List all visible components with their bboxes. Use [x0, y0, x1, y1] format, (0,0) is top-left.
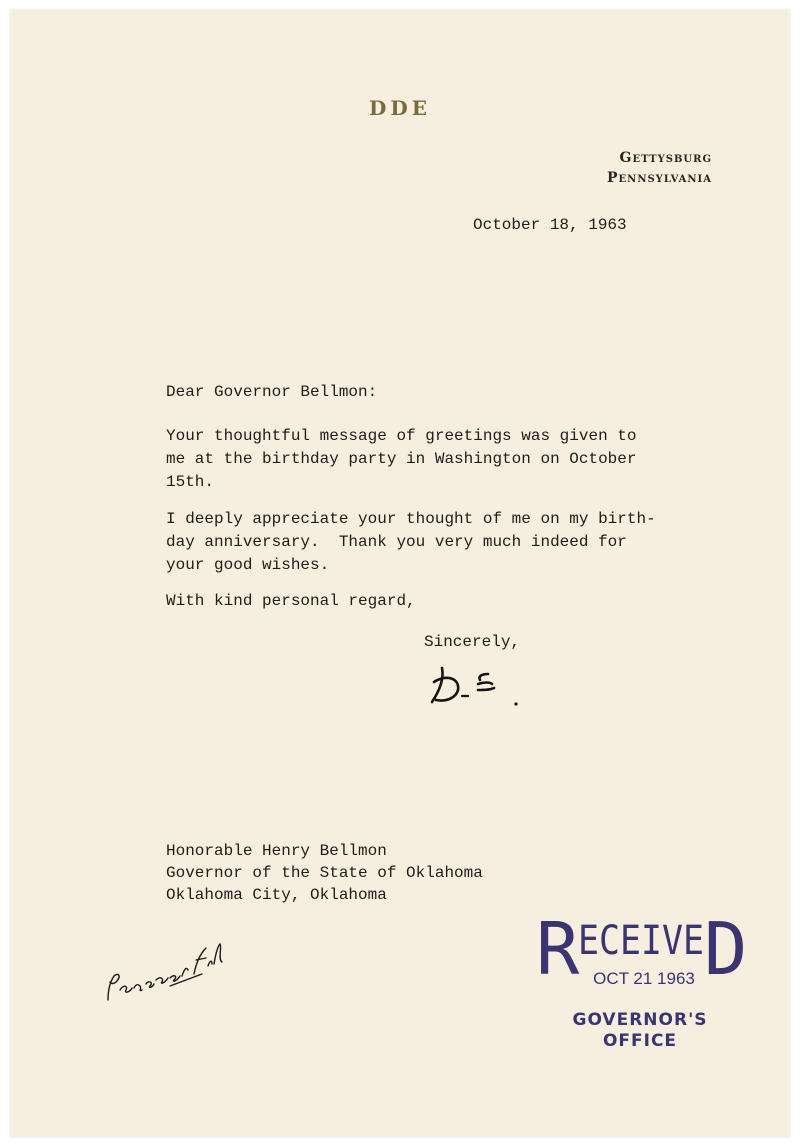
- stamp-office-line1: GOVERNOR'S: [572, 1010, 708, 1030]
- paragraph-line: me at the birthday party in Washington on October: [166, 450, 637, 468]
- recipient-line: Governor of the State of Oklahoma: [166, 864, 483, 882]
- letterhead-state: Pennsylvania: [607, 170, 712, 186]
- received-stamp: [536, 907, 748, 991]
- received-stamp-first-letter: R: [536, 907, 580, 991]
- closing: Sincerely,: [424, 633, 521, 651]
- received-stamp-middle: ECEIVE: [578, 918, 704, 964]
- paragraph-line: day anniversary. Thank you very much indeed for: [166, 533, 627, 551]
- recipient-line: Oklahoma City, Oklahoma: [166, 886, 387, 904]
- recipient-line: Honorable Henry Bellmon: [166, 842, 387, 860]
- salutation: Dear Governor Bellmon:: [166, 383, 378, 401]
- letterhead-city: Gettysburg: [619, 150, 712, 166]
- stamp-office-line2: OFFICE: [602, 1031, 678, 1051]
- paragraph-line: Your thoughtful message of greetings was given to: [166, 427, 637, 445]
- signature-mark: [428, 660, 528, 710]
- stamp-date: OCT 21 1963: [593, 969, 695, 988]
- monogram-letterhead: DDE: [369, 96, 431, 120]
- closing-remark: With kind personal regard,: [166, 592, 416, 610]
- paragraph-line: I deeply appreciate your thought of me on my birth-: [166, 510, 656, 528]
- received-stamp-last-letter: D: [704, 907, 748, 991]
- paragraph-line: 15th.: [166, 473, 215, 491]
- paragraph-line: your good wishes.: [166, 556, 330, 574]
- letter-date: October 18, 1963: [473, 216, 627, 234]
- handwritten-personal-file-note: [100, 930, 230, 1010]
